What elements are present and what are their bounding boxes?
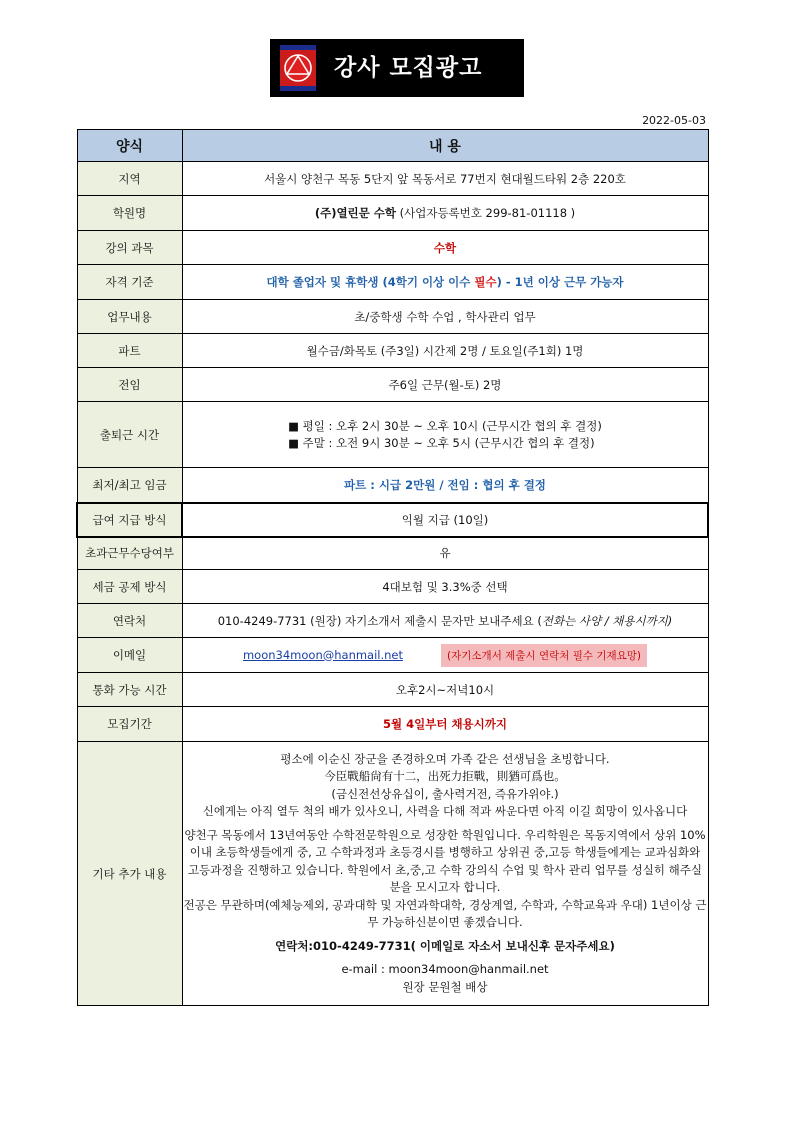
payment-value: 익월 지급 (10일) [182, 503, 708, 537]
etc-line: 전공은 무관하며(예체능제외, 공과대학 및 자연과학대학, 경상계열, 수학과, 수학교육과 우대) 1년이상 근무 가능하신분이면 좋겠습니다. [183, 897, 707, 930]
qualification-required: 필수 [474, 275, 497, 289]
table-row [77, 742, 708, 1006]
table-row [77, 537, 708, 570]
academy-reg: (사업자등록번호 299-81-01118 ) [399, 206, 576, 220]
hours-weekend: ■ 주말 : 오전 9시 30분 ~ 오후 5시 (근무시간 협의 후 결정) [288, 435, 595, 450]
table-row [77, 503, 708, 537]
qualification-part1: 대학 졸업자 및 휴학생 (4학기 이상 이수 [266, 275, 475, 289]
etc-line: 평소에 이순신 장군을 존경하오며 가족 같은 선생님을 초빙합니다. [280, 751, 610, 766]
contact-value [182, 604, 708, 638]
fulltime-value: 주6일 근무(월-토) 2명 [182, 368, 708, 402]
table-row [77, 673, 708, 707]
row-label: 최저/최고 임금 [77, 468, 182, 503]
row-label: 전임 [77, 368, 182, 402]
academy-value [182, 196, 708, 231]
etc-line: 양천구 목동에서 13년여동안 수학전문학원으로 성장한 학원입니다. 우리학원은 목동지역에서 상위 10%이내 초등학생들에게 중, 고 수학과정과 초등경시를 병행하고 상위권 중,고등 학생들에게는 교과심화와 고등과정을 진행하고 있습니다. 학원에서 초,중,고 수학 강의식 수업 및 학사 관리 업무를 성실히 해주실 분을 모시고자 합니다. [184, 827, 706, 895]
table-row [77, 638, 708, 673]
recruitment-table [76, 129, 709, 1006]
table-row [77, 402, 708, 468]
region-value: 서울시 양천구 목동 5단지 앞 목동서로 77번지 현대월드타워 2층 220호 [182, 162, 708, 196]
table-row [77, 231, 708, 265]
row-label: 급여 지급 방식 [77, 503, 182, 537]
row-label: 기타 추가 내용 [77, 742, 182, 1006]
overtime-value: 유 [182, 537, 708, 570]
contact-text: 010-4249-7731 (원장) 자기소개서 제출시 문자만 보내주세요 ( [217, 613, 542, 628]
etc-content [182, 742, 708, 1006]
table-row [77, 570, 708, 604]
row-label: 파트 [77, 334, 182, 368]
etc-signature: 원장 문원철 배상 [402, 979, 488, 994]
row-label: 세금 공제 방식 [77, 570, 182, 604]
table-row [77, 265, 708, 300]
page-title: 강사 모집광고 [334, 55, 483, 81]
duties-value: 초/중학생 수학 수업 , 학사관리 업무 [182, 300, 708, 334]
etc-line: 신에게는 아직 열두 척의 배가 있사오니, 사력을 다해 적과 싸운다면 아직 이길 희망이 있사옵니다 [202, 804, 688, 819]
subject-value: 수학 [182, 231, 708, 265]
table-row [77, 707, 708, 742]
email-note: (자기소개서 제출시 연락처 필수 기재요망) [441, 644, 647, 667]
etc-contact: 연락처:010-4249-7731( 이메일로 자소서 보내신후 문자주세요) [275, 938, 615, 953]
contact-italic: 전화는 사양 / 채용시까지) [541, 613, 673, 628]
title-banner [270, 39, 524, 97]
table-row [77, 604, 708, 638]
row-label: 이메일 [77, 638, 182, 673]
table-row [77, 368, 708, 402]
call-time-value: 오후2시~저녁10시 [182, 673, 708, 707]
row-label: 업무내용 [77, 300, 182, 334]
row-label: 지역 [77, 162, 182, 196]
academy-name: (주)열린문 수학 [314, 206, 396, 220]
drum-emblem-icon [280, 45, 316, 91]
period-value: 5월 4일부터 채용시까지 [182, 707, 708, 742]
parttime-value: 월수금/화목토 (주3일) 시간제 2명 / 토요일(주1회) 1명 [182, 334, 708, 368]
etc-email: e-mail : moon34moon@hanmail.net [341, 962, 549, 977]
email-link[interactable]: moon34moon@hanmail.net [242, 647, 404, 662]
email-value [182, 638, 708, 673]
hours-value [182, 402, 708, 468]
table-row [77, 334, 708, 368]
row-label: 자격 기준 [77, 265, 182, 300]
row-label: 출퇴근 시간 [77, 402, 182, 468]
qualification-value [182, 265, 708, 300]
table-header-row [77, 130, 708, 162]
wage-value: 파트 : 시급 2만원 / 전임 : 협의 후 결정 [182, 468, 708, 503]
etc-line: 今臣戰船尙有十二，出死力拒戰，則猶可爲也。 [324, 769, 566, 784]
header-form: 양식 [77, 130, 182, 162]
table-row [77, 196, 708, 231]
table-row [77, 162, 708, 196]
hours-weekday: ■ 평일 : 오후 2시 30분 ~ 오후 10시 (근무시간 협의 후 결정) [288, 418, 602, 433]
header-content: 내 용 [182, 130, 708, 162]
row-label: 초과근무수당여부 [77, 537, 182, 570]
qualification-part3: ) - 1년 이상 근무 가능자 [496, 275, 624, 289]
row-label: 통화 가능 시간 [77, 673, 182, 707]
row-label: 학원명 [77, 196, 182, 231]
tax-value: 4대보험 및 3.3%중 선택 [182, 570, 708, 604]
row-label: 연락처 [77, 604, 182, 638]
posting-date: 2022-05-03 [642, 114, 706, 127]
row-label: 모집기간 [77, 707, 182, 742]
table-row [77, 300, 708, 334]
etc-line: (금신전선상유십이, 출사력거전, 즉유가위야.) [331, 786, 559, 801]
table-row [77, 468, 708, 503]
row-label: 강의 과목 [77, 231, 182, 265]
